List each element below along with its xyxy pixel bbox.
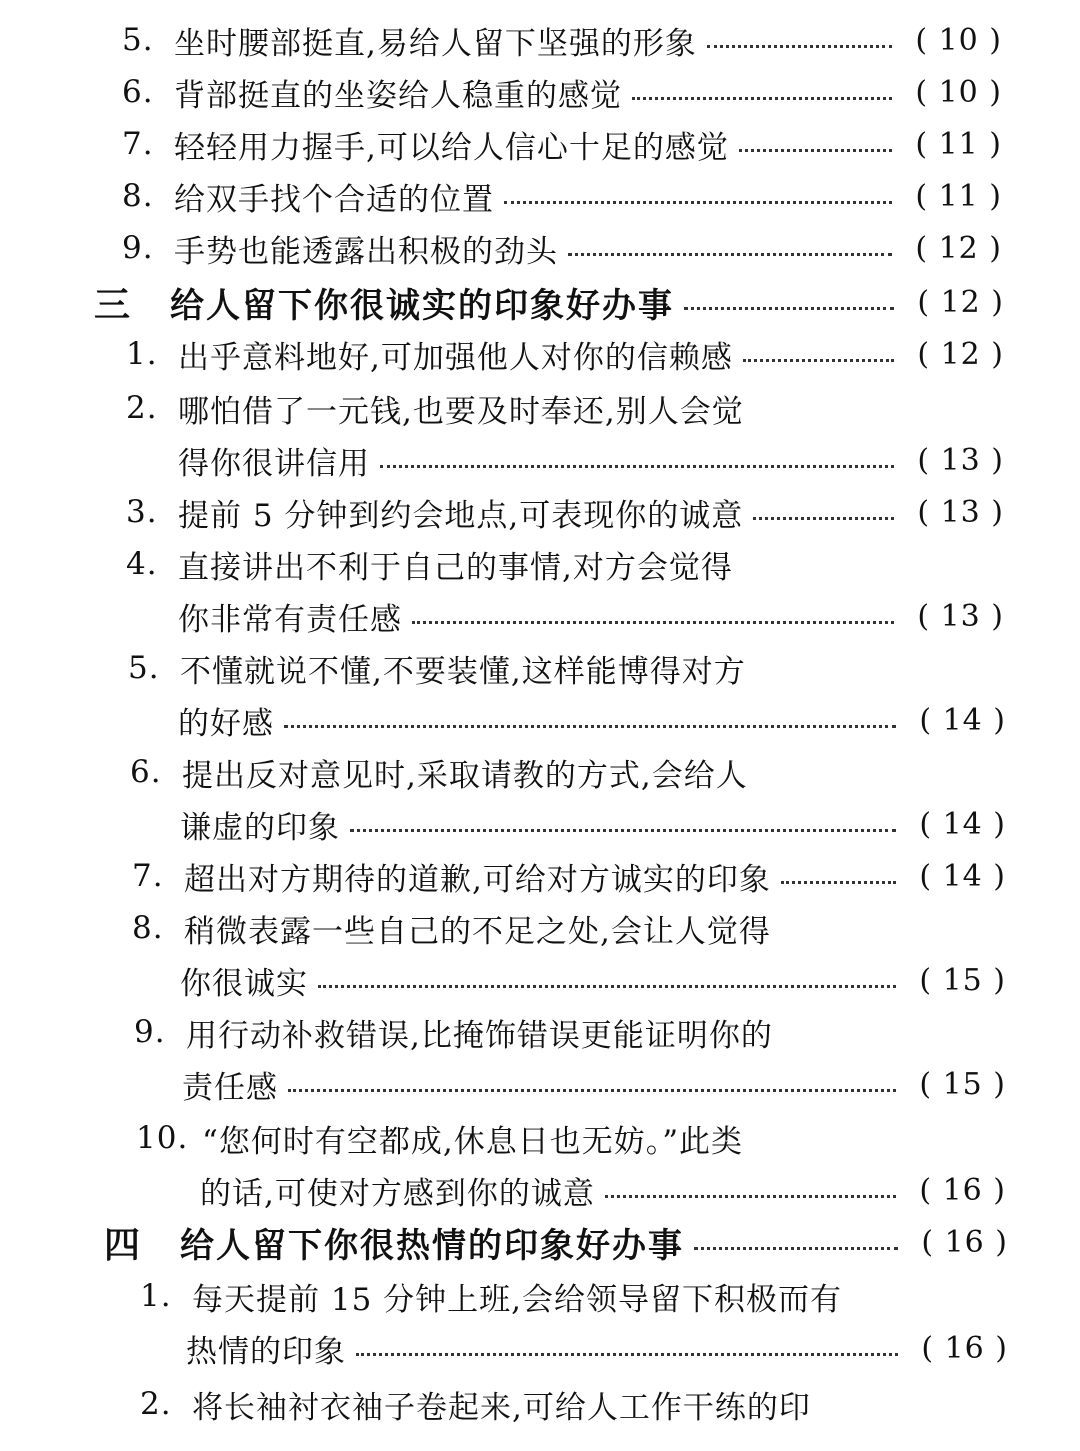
entry-title: 稍微表露一些自己的不足之处,会让人觉得 [184,913,771,950]
entry-page: ( 13 ) [917,494,1004,530]
entry-number: 8. [132,910,164,946]
toc-entry-continued [178,590,1004,642]
toc-entry [130,746,1006,798]
toc-entry-continued [200,1164,1006,1216]
toc-entry-continued [186,1322,1008,1374]
dot-leader [380,465,894,468]
toc-entry [122,14,1002,66]
entry-number: 6. [122,74,154,110]
entry-page: ( 12 ) [915,230,1002,266]
entry-number: 8. [122,178,154,214]
toc-entry-continued [180,954,1006,1006]
entry-number: 7. [122,126,154,162]
dot-leader [605,1195,896,1198]
entry-number: 2. [140,1386,172,1422]
toc-entry-continued [182,1058,1006,1110]
entry-title: 不懂就说不懂,不要装懂,这样能博得对方 [180,653,746,690]
dot-leader [412,621,894,624]
toc-entry [132,850,1006,902]
toc-section [94,276,1004,328]
entry-title: 提出反对意见时,采取请教的方式,会给人 [182,757,748,794]
toc-section [104,1216,1008,1268]
entry-title: “您何时有空都成,休息日也无妨。”此类 [202,1123,744,1160]
section-title: 给人留下你很诚实的印象好办事 [170,285,674,326]
entry-title: 将长袖衬衣袖子卷起来,可给人工作干练的印 [192,1389,811,1426]
entry-title: 超出对方期待的道歉,可给对方诚实的印象 [184,861,771,898]
entry-title: 的好感 [178,705,274,742]
entry-page: ( 14 ) [919,702,1006,738]
toc-entry [140,1378,1008,1430]
toc-entry-continued [180,798,1006,850]
entry-number: 1. [126,336,158,372]
entry-title: 坐时腰部挺直,易给人留下坚强的形象 [174,25,697,62]
dot-leader [781,881,896,884]
entry-page: ( 11 ) [915,178,1002,214]
entry-page: ( 15 ) [919,1066,1006,1102]
entry-number: 5. [128,650,160,686]
dot-leader [568,253,892,256]
toc-entry [136,1112,1006,1164]
toc-entry-continued [178,694,1006,746]
entry-title: 手势也能透露出积极的劲头 [174,233,558,270]
entry-page: ( 14 ) [919,806,1006,842]
toc-entry [126,328,1004,380]
entry-title: 你非常有责任感 [178,601,402,638]
entry-title: 背部挺直的坐姿给人稳重的感觉 [174,77,622,114]
entry-page: ( 16 ) [921,1330,1008,1366]
entry-title: 给双手找个合适的位置 [174,181,494,218]
dot-leader [504,201,892,204]
dot-leader [284,725,896,728]
toc-entry [128,642,1006,694]
entry-number: 2. [126,390,158,426]
dot-leader [753,517,894,520]
entry-number: 1. [140,1278,172,1314]
section-number: 三 [94,284,132,326]
entry-number: 10. [136,1120,189,1156]
entry-number: 9. [122,230,154,266]
entry-title: 出乎意料地好,可加强他人对你的信赖感 [178,339,733,376]
entry-number: 4. [126,546,158,582]
entry-page: ( 12 ) [917,284,1004,320]
dot-leader [743,359,894,362]
entry-title: 的话,可使对方感到你的诚意 [200,1175,595,1212]
dot-leader [684,307,894,310]
entry-page: ( 13 ) [917,442,1004,478]
dot-leader [739,149,892,152]
section-title: 给人留下你很热情的印象好办事 [180,1225,684,1266]
entry-page: ( 15 ) [919,962,1006,998]
dot-leader [350,829,896,832]
toc-entry [122,66,1002,118]
entry-title: 每天提前 15 分钟上班,会给领导留下积极而有 [192,1281,843,1318]
dot-leader [288,1089,896,1092]
entry-title: 责任感 [182,1069,278,1106]
entry-page: ( 16 ) [921,1224,1008,1260]
toc-entry [126,382,1004,434]
toc-entry [126,486,1004,538]
dot-leader [318,985,896,988]
dot-leader [694,1247,898,1250]
entry-number: 5. [122,22,154,58]
entry-title: 哪怕借了一元钱,也要及时奉还,别人会觉 [178,393,744,430]
entry-page: ( 10 ) [915,74,1002,110]
toc-entry [140,1270,1008,1322]
toc-entry [122,118,1002,170]
toc-entry-continued [178,434,1004,486]
entry-page: ( 13 ) [917,598,1004,634]
entry-title: 提前 5 分钟到约会地点,可表现你的诚意 [178,497,744,534]
entry-title: 轻轻用力握手,可以给人信心十足的感觉 [174,129,729,166]
entry-title: 谦虚的印象 [180,809,340,846]
toc-entry [132,902,1006,954]
entry-page: ( 11 ) [915,126,1002,162]
toc-entry [122,222,1002,274]
entry-page: ( 16 ) [919,1172,1006,1208]
toc-entry [134,1006,1006,1058]
dot-leader [707,45,892,48]
entry-page: ( 12 ) [917,336,1004,372]
entry-number: 6. [130,754,162,790]
entry-number: 7. [132,858,164,894]
toc-entry [126,538,1004,590]
entry-number: 3. [126,494,158,530]
entry-title: 直接讲出不利于自己的事情,对方会觉得 [178,549,733,586]
dot-leader [632,97,892,100]
section-number: 四 [104,1224,142,1266]
dot-leader [356,1353,898,1356]
entry-title: 用行动补救错误,比掩饰错误更能证明你的 [186,1017,773,1054]
entry-title: 热情的印象 [186,1333,346,1370]
entry-page: ( 10 ) [915,22,1002,58]
toc-entry [122,170,1002,222]
entry-number: 9. [134,1014,166,1050]
entry-page: ( 14 ) [919,858,1006,894]
entry-title: 得你很讲信用 [178,445,370,482]
entry-title: 你很诚实 [180,965,308,1002]
